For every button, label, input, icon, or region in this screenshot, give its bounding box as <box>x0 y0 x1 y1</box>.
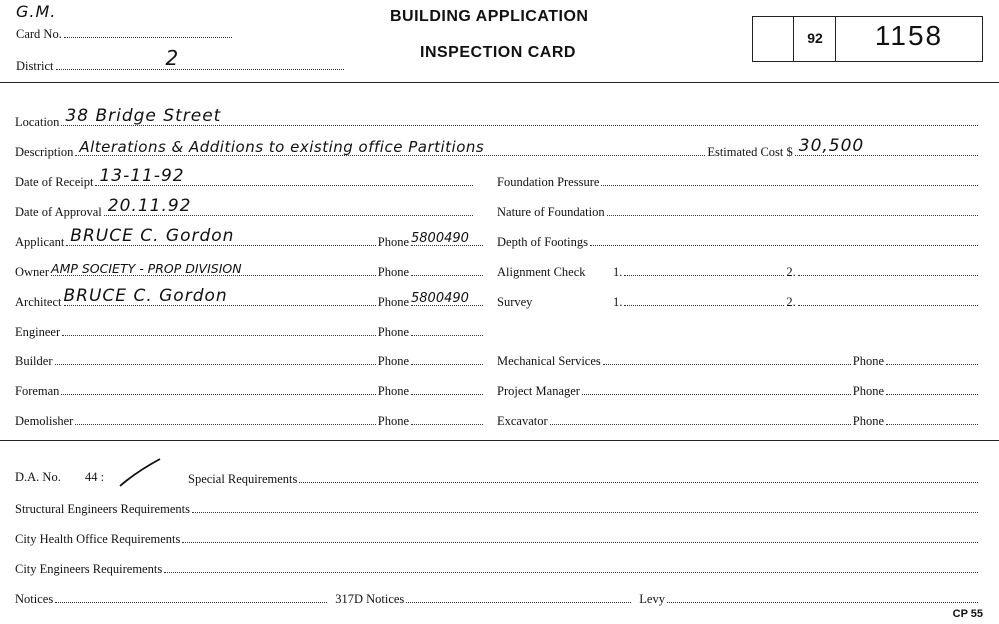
engineer-label: Engineer <box>15 325 61 339</box>
date-approval-value: 20.11.92 <box>107 196 192 216</box>
excavator-label: Excavator <box>497 414 548 428</box>
applicant-value: BRUCE C. Gordon <box>70 226 235 246</box>
architect-label: Architect <box>15 295 62 309</box>
da-value: 44 : <box>85 470 105 484</box>
depth-footings-label: Depth of Footings <box>497 235 588 249</box>
da-tick-mark <box>116 456 166 490</box>
project-manager-phone-field[interactable] <box>886 394 978 395</box>
card-no-label: Card No. <box>16 27 62 41</box>
estimated-cost-value: 30,500 <box>798 136 865 156</box>
location-label: Location <box>15 115 60 129</box>
architect-phone-field[interactable] <box>411 291 483 306</box>
divider-top <box>0 82 999 83</box>
date-receipt-value: 13-11-92 <box>99 166 185 186</box>
builder-row <box>15 349 485 369</box>
owner-label: Owner <box>15 265 50 279</box>
special-requirements-label: Special Requirements <box>188 472 298 486</box>
demolisher-row <box>15 409 485 429</box>
estimated-cost-label: Estimated Cost $ <box>707 145 793 159</box>
structural-row <box>15 497 980 517</box>
mechanical-phone-label: Phone <box>852 354 884 368</box>
builder-field[interactable] <box>55 364 376 365</box>
demolisher-phone-field[interactable] <box>411 424 483 425</box>
form-code: CP 55 <box>952 608 983 620</box>
applicant-phone-value: 5800490 <box>411 231 469 246</box>
project-manager-phone-label: Phone <box>852 384 884 398</box>
owner-value: AMP SOCIETY - PROP DIVISION <box>51 261 242 276</box>
mechanical-field[interactable] <box>603 364 851 365</box>
date-receipt-field[interactable] <box>95 166 473 186</box>
alignment-num2: 2. <box>786 265 796 279</box>
alignment-num1: 1. <box>613 265 623 279</box>
da-label: D.A. No. <box>15 470 61 484</box>
foundation-pressure-field[interactable] <box>601 185 978 186</box>
city-engineers-row <box>15 557 980 577</box>
depth-footings-field[interactable] <box>590 245 978 246</box>
engineer-phone-label: Phone <box>377 325 409 339</box>
district-value: 2 <box>165 46 180 70</box>
foreman-label: Foreman <box>15 384 60 398</box>
builder-phone-label: Phone <box>377 354 409 368</box>
foreman-phone-field[interactable] <box>411 394 483 395</box>
card-number: 1158 <box>874 20 944 51</box>
divider-bottom <box>0 440 999 441</box>
excavator-phone-field[interactable] <box>886 424 978 425</box>
description-value: Alterations & Additions to existing office Partitions <box>79 138 485 156</box>
architect-phone-label: Phone <box>377 295 409 309</box>
survey-num1: 1. <box>613 295 623 309</box>
engineer-field[interactable] <box>62 335 376 336</box>
project-manager-row <box>497 379 980 399</box>
depth-footings-row <box>497 230 980 250</box>
survey-field-2[interactable] <box>798 305 978 306</box>
architect-field[interactable] <box>63 286 376 306</box>
mechanical-phone-field[interactable] <box>886 364 978 365</box>
structural-field[interactable] <box>192 512 978 513</box>
mechanical-label: Mechanical Services <box>497 354 601 368</box>
mechanical-row <box>497 349 980 369</box>
applicant-label: Applicant <box>15 235 65 249</box>
builder-label: Builder <box>15 354 53 368</box>
architect-row <box>15 286 485 310</box>
alignment-check-row <box>497 260 980 280</box>
card-year: 92 <box>807 30 823 46</box>
builder-phone-field[interactable] <box>411 364 483 365</box>
owner-row <box>15 260 485 280</box>
excavator-row <box>497 409 980 429</box>
alignment-check-label: Alignment Check <box>497 265 586 279</box>
city-engineers-field[interactable] <box>164 572 978 573</box>
card-no-field[interactable] <box>64 37 232 38</box>
levy-label: Levy <box>639 592 665 606</box>
excavator-field[interactable] <box>550 424 851 425</box>
owner-field[interactable] <box>51 261 376 276</box>
health-row <box>15 527 980 547</box>
foreman-row <box>15 379 485 399</box>
special-requirements-row <box>188 467 980 487</box>
health-field[interactable] <box>182 542 978 543</box>
description-label: Description <box>15 145 74 159</box>
foreman-phone-label: Phone <box>377 384 409 398</box>
form-title-line2: INSPECTION CARD <box>420 44 576 61</box>
survey-num2: 2. <box>786 295 796 309</box>
nature-foundation-row <box>497 200 980 220</box>
architect-value: BRUCE C. Gordon <box>63 286 228 306</box>
engineer-row <box>15 320 485 340</box>
demolisher-field[interactable] <box>75 424 375 425</box>
foundation-pressure-label: Foundation Pressure <box>497 175 600 189</box>
nature-foundation-field[interactable] <box>607 215 978 216</box>
date-receipt-row <box>15 166 475 190</box>
levy-field[interactable] <box>667 602 978 603</box>
applicant-phone-field[interactable] <box>411 231 483 246</box>
owner-phone-field[interactable] <box>411 275 483 276</box>
initials: G.M. <box>16 2 57 21</box>
applicant-phone-label: Phone <box>377 235 409 249</box>
demolisher-phone-label: Phone <box>377 414 409 428</box>
owner-phone-label: Phone <box>377 265 409 279</box>
alignment-check-field-2[interactable] <box>798 275 978 276</box>
survey-label: Survey <box>497 295 533 309</box>
date-approval-label: Date of Approval <box>15 205 102 219</box>
survey-row <box>497 290 980 310</box>
engineer-phone-field[interactable] <box>411 335 483 336</box>
notices-317d-label: 317D Notices <box>335 592 405 606</box>
card-no-row <box>16 22 234 42</box>
excavator-phone-label: Phone <box>852 414 884 428</box>
foreman-field[interactable] <box>61 394 375 395</box>
city-engineers-label: City Engineers Requirements <box>15 562 163 576</box>
date-approval-row <box>15 196 475 220</box>
district-row <box>16 46 346 74</box>
applicant-row <box>15 226 485 250</box>
applicant-field[interactable] <box>66 226 375 246</box>
notices-label: Notices <box>15 592 54 606</box>
location-value: 38 Bridge Street <box>65 106 222 126</box>
district-field[interactable] <box>56 46 345 70</box>
description-row <box>15 136 980 160</box>
notices-field[interactable] <box>55 602 327 603</box>
notices-317d-field[interactable] <box>406 602 631 603</box>
health-label: City Health Office Requirements <box>15 532 181 546</box>
foundation-pressure-row <box>497 170 980 190</box>
project-manager-label: Project Manager <box>497 384 580 398</box>
architect-phone-value: 5800490 <box>411 291 469 306</box>
notices-row <box>15 587 980 607</box>
estimated-cost-field[interactable] <box>795 136 978 156</box>
survey-field-1[interactable] <box>624 305 784 306</box>
location-field[interactable] <box>61 106 978 126</box>
project-manager-field[interactable] <box>582 394 851 395</box>
alignment-check-field-1[interactable] <box>624 275 784 276</box>
description-field[interactable] <box>75 138 705 156</box>
location-row <box>15 106 980 130</box>
date-receipt-label: Date of Receipt <box>15 175 94 189</box>
special-requirements-field[interactable] <box>299 482 978 483</box>
district-label: District <box>16 59 54 73</box>
structural-label: Structural Engineers Requirements <box>15 502 190 516</box>
nature-foundation-label: Nature of Foundation <box>497 205 605 219</box>
date-approval-field[interactable] <box>104 196 473 216</box>
form-title-line1: BUILDING APPLICATION <box>390 8 589 25</box>
demolisher-label: Demolisher <box>15 414 74 428</box>
